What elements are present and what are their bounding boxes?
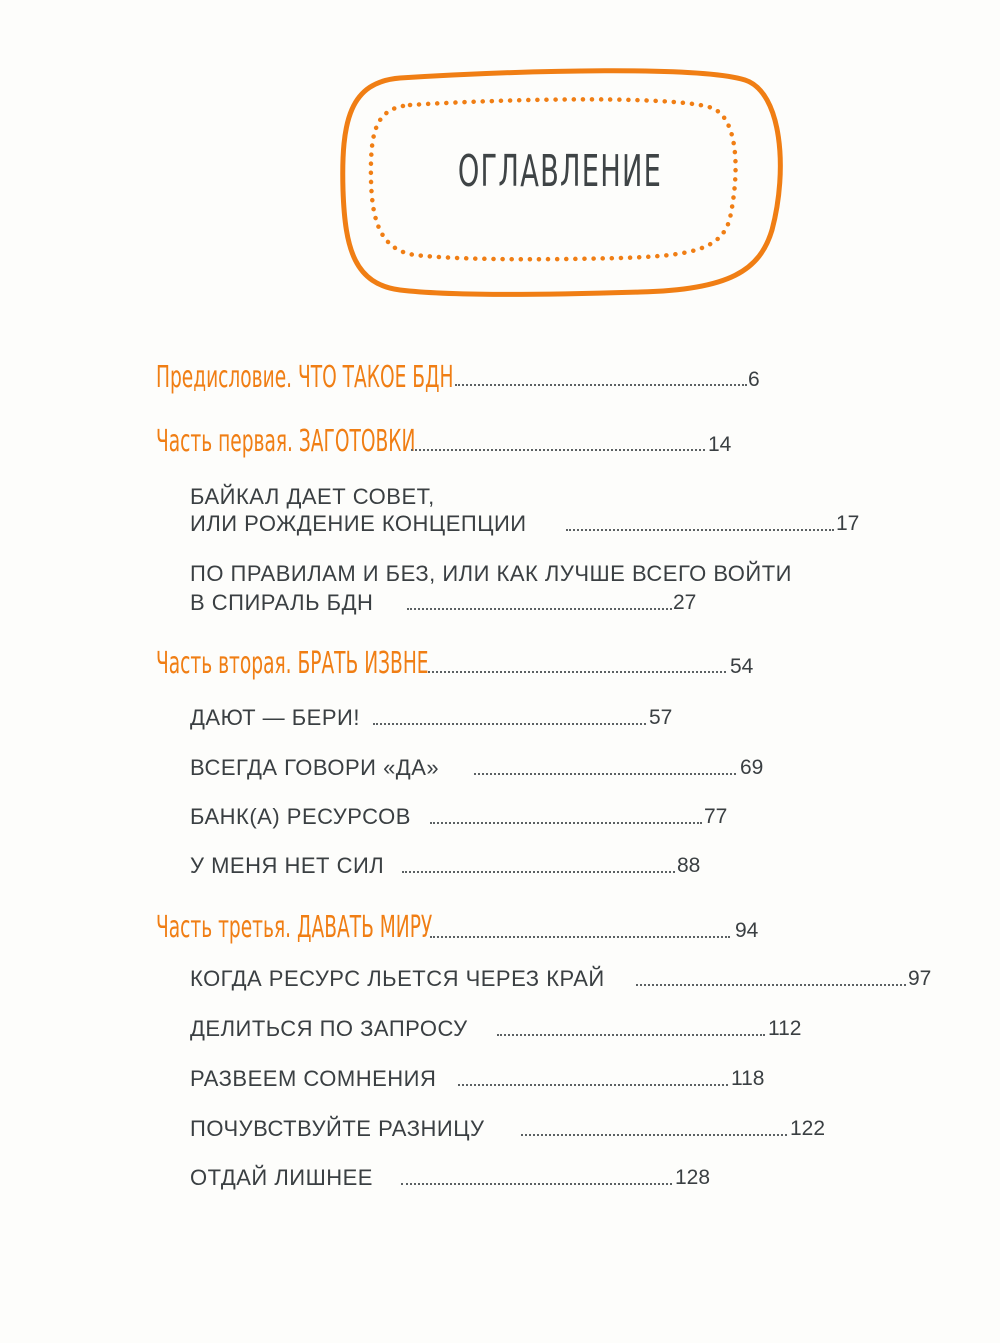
toc-page-number: 69: [740, 756, 764, 779]
toc-page-number: 27: [673, 591, 697, 614]
toc-page-number: 118: [731, 1067, 765, 1090]
toc-part-label: Часть вторая. БРАТЬ ИЗВНЕ: [156, 646, 429, 681]
toc-page-number: 94: [735, 919, 759, 942]
toc-page-number: 77: [704, 805, 728, 828]
dot-leader: [497, 1034, 765, 1036]
dot-leader: [458, 1084, 728, 1086]
toc-page-number: 6: [748, 368, 760, 391]
dot-leader: [430, 936, 730, 938]
dot-leader: [566, 529, 834, 531]
toc-page-number: 128: [675, 1166, 711, 1189]
toc-page-number: 97: [908, 967, 932, 990]
toc-part-one[interactable]: [156, 424, 574, 459]
toc-page-number: 88: [677, 854, 701, 877]
toc-page-number: 57: [649, 706, 673, 729]
dot-leader: [373, 723, 646, 725]
toc-page-number: 122: [790, 1117, 826, 1140]
toc-part-three[interactable]: [156, 910, 602, 945]
toc-part-label: Часть третья. ДАВАТЬ МИРУ: [156, 910, 433, 945]
toc-part-label: Часть первая. ЗАГОТОВКИ: [156, 424, 416, 459]
toc-chapter-label[interactable]: РАЗВЕЕМ СОМНЕНИЯ: [190, 1066, 437, 1091]
toc-chapter-label[interactable]: У МЕНЯ НЕТ СИЛ: [190, 853, 385, 878]
dot-leader: [430, 822, 702, 824]
toc-page-number: 112: [768, 1017, 802, 1040]
toc-chapter-label[interactable]: ПОЧУВСТВУЙТЕ РАЗНИЦУ: [190, 1116, 485, 1141]
toc-page-number: 17: [836, 512, 860, 535]
toc-chapter-label[interactable]: ВСЕГДА ГОВОРИ «ДА»: [190, 755, 440, 780]
dot-leader: [401, 1183, 672, 1185]
toc-part-two[interactable]: [156, 646, 596, 681]
dot-leader: [455, 384, 747, 386]
dot-leader: [428, 671, 726, 673]
dot-leader: [411, 449, 705, 451]
dot-leader: [521, 1134, 787, 1136]
dot-leader: [636, 984, 906, 986]
toc-part-preface[interactable]: [156, 360, 636, 395]
toc-page-number: 54: [730, 655, 754, 678]
dot-leader: [407, 608, 672, 610]
dot-leader: [402, 871, 675, 873]
toc-page-number: 14: [708, 433, 732, 456]
toc-part-label: Предисловие. ЧТО ТАКОЕ БДН: [156, 360, 454, 395]
toc-chapter-label[interactable]: В СПИРАЛЬ БДН: [190, 590, 374, 615]
toc-chapter-label[interactable]: ДЕЛИТЬСЯ ПО ЗАПРОСУ: [190, 1016, 468, 1041]
toc-chapter-label[interactable]: ИЛИ РОЖДЕНИЕ КОНЦЕПЦИИ: [190, 511, 527, 536]
toc-chapter-label[interactable]: КОГДА РЕСУРС ЛЬЕТСЯ ЧЕРЕЗ КРАЙ: [190, 966, 605, 991]
toc-chapter-label[interactable]: БАНК(А) РЕСУРСОВ: [190, 804, 411, 829]
toc-chapter-label[interactable]: ОТДАЙ ЛИШНЕЕ: [190, 1165, 373, 1190]
page-title: ОГЛАВЛЕНИЕ: [457, 146, 663, 197]
toc-chapter-line[interactable]: ПО ПРАВИЛАМ И БЕЗ, ИЛИ КАК ЛУЧШЕ ВСЕГО ВОЙТИ: [190, 561, 792, 586]
toc-chapter-label[interactable]: ДАЮТ — БЕРИ!: [190, 705, 360, 730]
dot-leader: [474, 773, 736, 775]
toc-chapter-line[interactable]: БАЙКАЛ ДАЕТ СОВЕТ,: [190, 484, 435, 509]
